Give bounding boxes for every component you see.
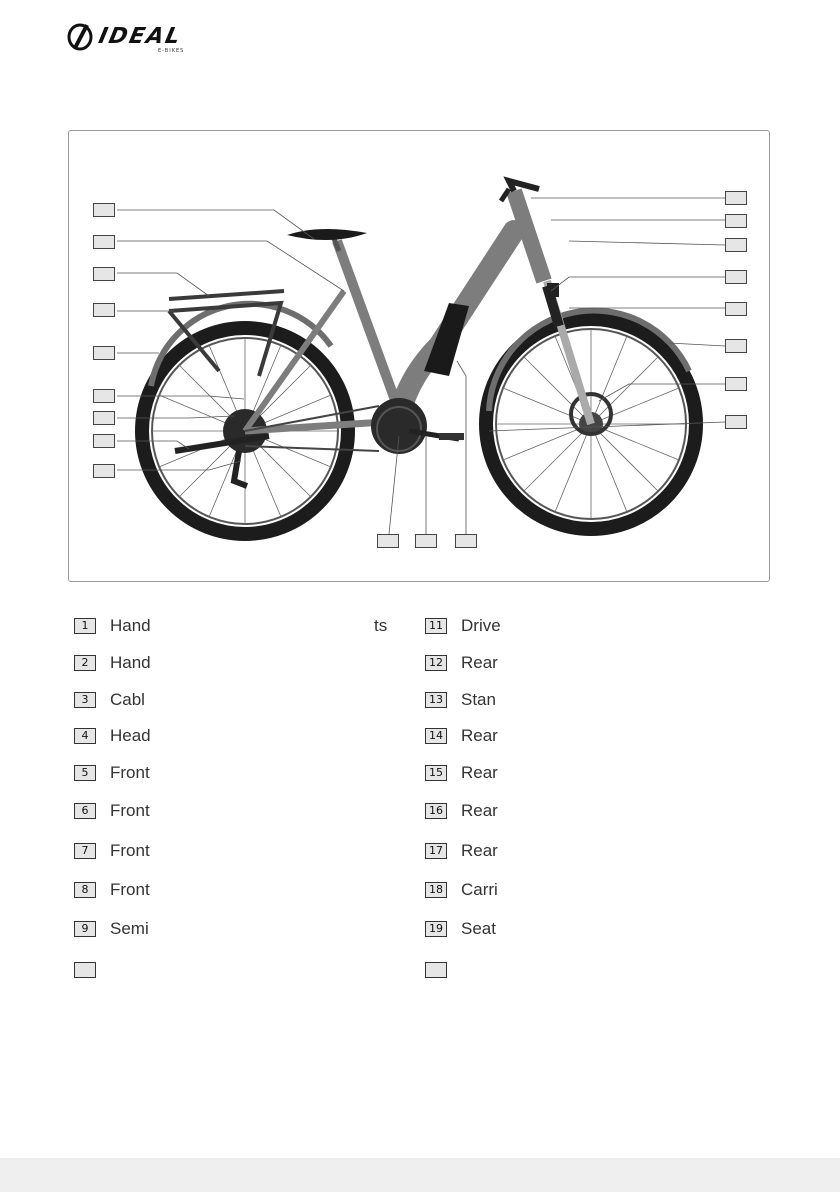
legend-label: Drive bbox=[461, 616, 501, 635]
callout-box bbox=[725, 238, 747, 252]
legend-label: Rear bbox=[461, 801, 498, 820]
legend-label: Seat bbox=[461, 919, 496, 938]
legend-number: 12 bbox=[425, 655, 447, 671]
callout-box bbox=[725, 339, 747, 353]
callout-box bbox=[93, 346, 115, 360]
callout-box bbox=[93, 434, 115, 448]
legend-label: Rear bbox=[461, 763, 498, 782]
legend-label: Front bbox=[110, 841, 150, 860]
bike-illustration bbox=[69, 131, 769, 581]
callout-box bbox=[93, 464, 115, 478]
callout-box bbox=[455, 534, 477, 548]
callout-box bbox=[725, 191, 747, 205]
saddle bbox=[287, 229, 367, 240]
footer-band bbox=[0, 1158, 840, 1192]
logo-mark-icon bbox=[66, 22, 96, 52]
callout-box bbox=[725, 377, 747, 391]
legend-number: 18 bbox=[425, 882, 447, 898]
legend-label: Carri bbox=[461, 880, 498, 899]
brand-tagline: E-BIKES bbox=[158, 48, 185, 54]
legend-label: Head bbox=[110, 726, 151, 745]
legend-label: Hand bbox=[110, 653, 151, 672]
handlebar bbox=[509, 181, 539, 191]
legend-label-fragment: ts bbox=[374, 616, 388, 635]
legend-number: 19 bbox=[425, 921, 447, 937]
legend-label: Cabl bbox=[110, 690, 145, 709]
headlight bbox=[547, 283, 559, 297]
legend-label: Front bbox=[110, 763, 150, 782]
callout-box bbox=[93, 203, 115, 217]
bike-diagram-frame bbox=[68, 130, 770, 582]
legend-label: Front bbox=[110, 801, 150, 820]
legend-number: 7 bbox=[74, 843, 96, 859]
legend-label: Stan bbox=[461, 690, 496, 709]
legend-number bbox=[425, 962, 447, 978]
callout-box bbox=[725, 214, 747, 228]
callout-box bbox=[93, 235, 115, 249]
legend-number: 4 bbox=[74, 728, 96, 744]
legend-number: 9 bbox=[74, 921, 96, 937]
legend-number: 13 bbox=[425, 692, 447, 708]
legend-number: 8 bbox=[74, 882, 96, 898]
legend-label: Rear bbox=[461, 653, 498, 672]
legend-number: 15 bbox=[425, 765, 447, 781]
legend-label: Front bbox=[110, 880, 150, 899]
callout-box bbox=[93, 411, 115, 425]
callout-box bbox=[93, 267, 115, 281]
legend-number: 17 bbox=[425, 843, 447, 859]
callout-box bbox=[725, 415, 747, 429]
callout-box bbox=[93, 303, 115, 317]
callout-box bbox=[93, 389, 115, 403]
legend-label: Hand bbox=[110, 616, 151, 635]
legend-label: Rear bbox=[461, 841, 498, 860]
brand-name: IDEAL bbox=[96, 24, 185, 49]
legend-number: 3 bbox=[74, 692, 96, 708]
legend-number: 6 bbox=[74, 803, 96, 819]
legend-number: 1 bbox=[74, 618, 96, 634]
callout-box bbox=[377, 534, 399, 548]
legend-number: 11 bbox=[425, 618, 447, 634]
legend-number bbox=[74, 962, 96, 978]
legend-label: Semi bbox=[110, 919, 149, 938]
legend-number: 14 bbox=[425, 728, 447, 744]
legend-number: 16 bbox=[425, 803, 447, 819]
brand-logo bbox=[66, 22, 216, 52]
callout-box bbox=[415, 534, 437, 548]
legend-number: 2 bbox=[74, 655, 96, 671]
callout-box bbox=[725, 302, 747, 316]
legend-number: 5 bbox=[74, 765, 96, 781]
legend-label: Rear bbox=[461, 726, 498, 745]
callout-box bbox=[725, 270, 747, 284]
